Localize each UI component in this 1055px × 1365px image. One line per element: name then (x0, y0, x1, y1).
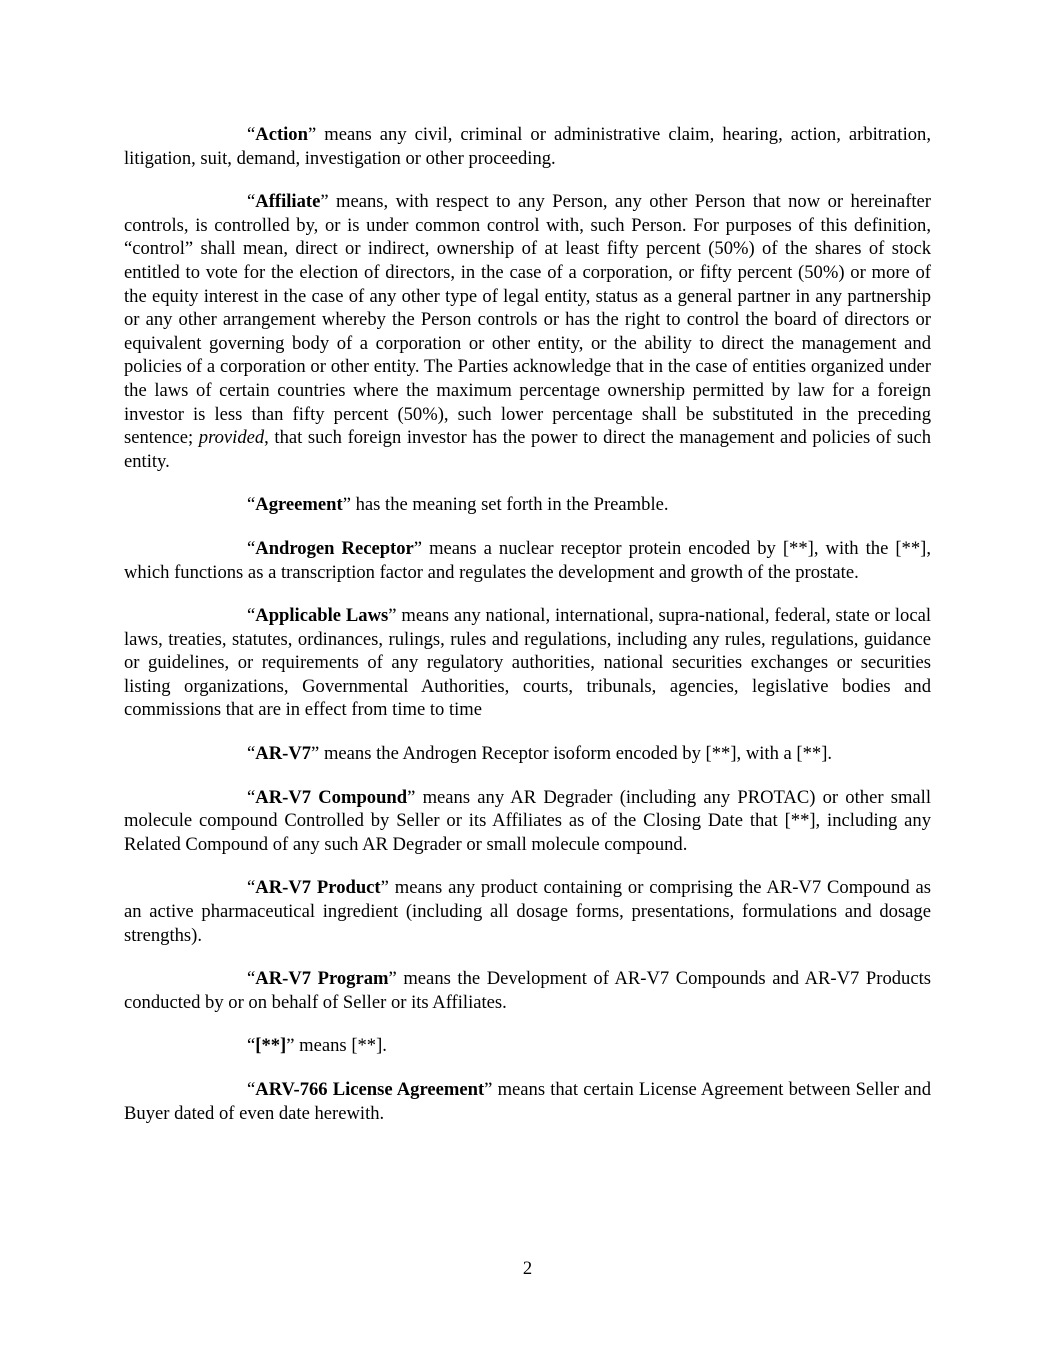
defined-term: AR-V7 Compound (255, 786, 408, 808)
open-quote: “ (247, 494, 256, 516)
definition-agreement (124, 493, 931, 517)
defined-term: Applicable Laws (255, 605, 389, 627)
definition-androgen-receptor (124, 537, 931, 584)
defined-term: Action (255, 124, 308, 145)
italic-proviso: provided (198, 427, 265, 449)
definition-text: means, with respect to any Person, any other Person that now or hereinafter controls, is controlled by, or is under common control with, such Person. For purposes of this definition, “control” shall mean, direct or indirect, ownership of at least fifty percent (50%) of the shares of stock entitled to vote for the election of directors, in the case of a corporation, or fifty percent (50%) or more of the equity interest in the case of any other type of legal entity, status as a general partner in any partnership or any other arrangement whereby the Person controls or has the right to control the board of directors or equivalent governing body of a corporation or other entity, or the ability to direct the management and policies of a corporation or other entity. The Parties acknowledge that in the case of entities organized under the laws of certain countries where the maximum percentage ownership permitted by law for a foreign investor is less than fifty percent (50%), such lower percentage shall be substituted in the preceding sentence; (124, 191, 931, 449)
open-quote: “ (247, 786, 256, 808)
close-quote: ” (320, 191, 329, 213)
close-quote: ” (311, 743, 320, 765)
close-quote: ” (484, 1079, 493, 1100)
open-quote: “ (247, 743, 256, 765)
open-quote: “ (247, 968, 256, 990)
defined-term: AR-V7 Product (255, 877, 381, 899)
close-quote: ” (413, 537, 423, 559)
definition-text: has the meaning set forth in the Preamble. (350, 494, 669, 516)
definition-text: means any AR Degrader (including any PROTAC) or other small molecule compound Controlled by Seller or its Affiliates as of the Closing Date that [**], including any Related Compound of any such AR Degrader or small molecule compound. (124, 786, 931, 855)
definition-text: means any product containing or comprising the AR-V7 Compound as an active pharmaceutical ingredient (including all dosage forms, presentations, formulations and dosage strengths). (124, 877, 932, 946)
open-quote: “ (247, 605, 256, 627)
defined-term: Agreement (255, 494, 343, 516)
definition-ar-v7-compound (124, 786, 931, 857)
close-quote: ” (388, 968, 397, 990)
definition-text: means that certain License Agreement between Seller and Buyer dated of even date herewith. (124, 1079, 932, 1124)
definition-arv-766-license-agreement (124, 1078, 931, 1125)
open-quote: “ (247, 191, 256, 213)
definition-applicable-laws (124, 604, 931, 722)
open-quote: “ (247, 877, 256, 899)
definition-text-continued: , that such foreign investor has the power to direct the management and policies of such entity. (124, 427, 931, 472)
open-quote: “ (247, 124, 256, 145)
definition-ar-v7-product (124, 876, 931, 947)
defined-term: Androgen Receptor (255, 537, 414, 559)
defined-term: Affiliate (255, 191, 321, 213)
definition-text: means any national, international, supra-national, federal, state or local laws, treaties, statutes, ordinances, rulings, rules and regulations, including any rules, regulations, guidance or guidelines, or requirements of any regulatory authorities, national securities exchanges or securities listing organizations, Governmental Authorities, courts, tribunals, agencies, legislative bodies and commissions that are in effect from time to time (124, 605, 931, 721)
defined-term: [**] (255, 1035, 287, 1057)
definition-redacted (124, 1034, 931, 1058)
defined-term: ARV-766 License Agreement (255, 1079, 485, 1100)
close-quote: ” (380, 877, 389, 899)
document-page (124, 123, 931, 1145)
close-quote: ” (342, 494, 351, 516)
definition-action (124, 123, 931, 170)
open-quote: “ (247, 1079, 256, 1100)
defined-term: AR-V7 (255, 743, 312, 765)
defined-term: AR-V7 Program (255, 968, 389, 990)
open-quote: “ (247, 1035, 256, 1057)
definition-text: means [**]. (294, 1035, 387, 1057)
definition-text: means any civil, criminal or administrative claim, hearing, action, arbitration, litigation, suit, demand, investigation or other proceeding. (124, 124, 931, 169)
definition-ar-v7-program (124, 967, 931, 1014)
definition-ar-v7 (124, 742, 931, 766)
open-quote: “ (247, 537, 256, 559)
definition-text: means the Androgen Receptor isoform encoded by [**], with a [**]. (319, 743, 833, 765)
definition-affiliate (124, 190, 931, 473)
definition-text: means the Development of AR-V7 Compounds and AR-V7 Products conducted by or on behalf of Seller or its Affiliates. (124, 968, 931, 1013)
close-quote: ” (388, 605, 397, 627)
close-quote: ” (307, 124, 317, 145)
close-quote: ” (286, 1035, 295, 1057)
definition-text: means a nuclear receptor protein encoded by [**], with the [**], which functions as a transcription factor and regulates the development and growth of the prostate. (124, 537, 931, 583)
close-quote: ” (407, 786, 416, 808)
page-number: 2 (522, 1258, 533, 1279)
